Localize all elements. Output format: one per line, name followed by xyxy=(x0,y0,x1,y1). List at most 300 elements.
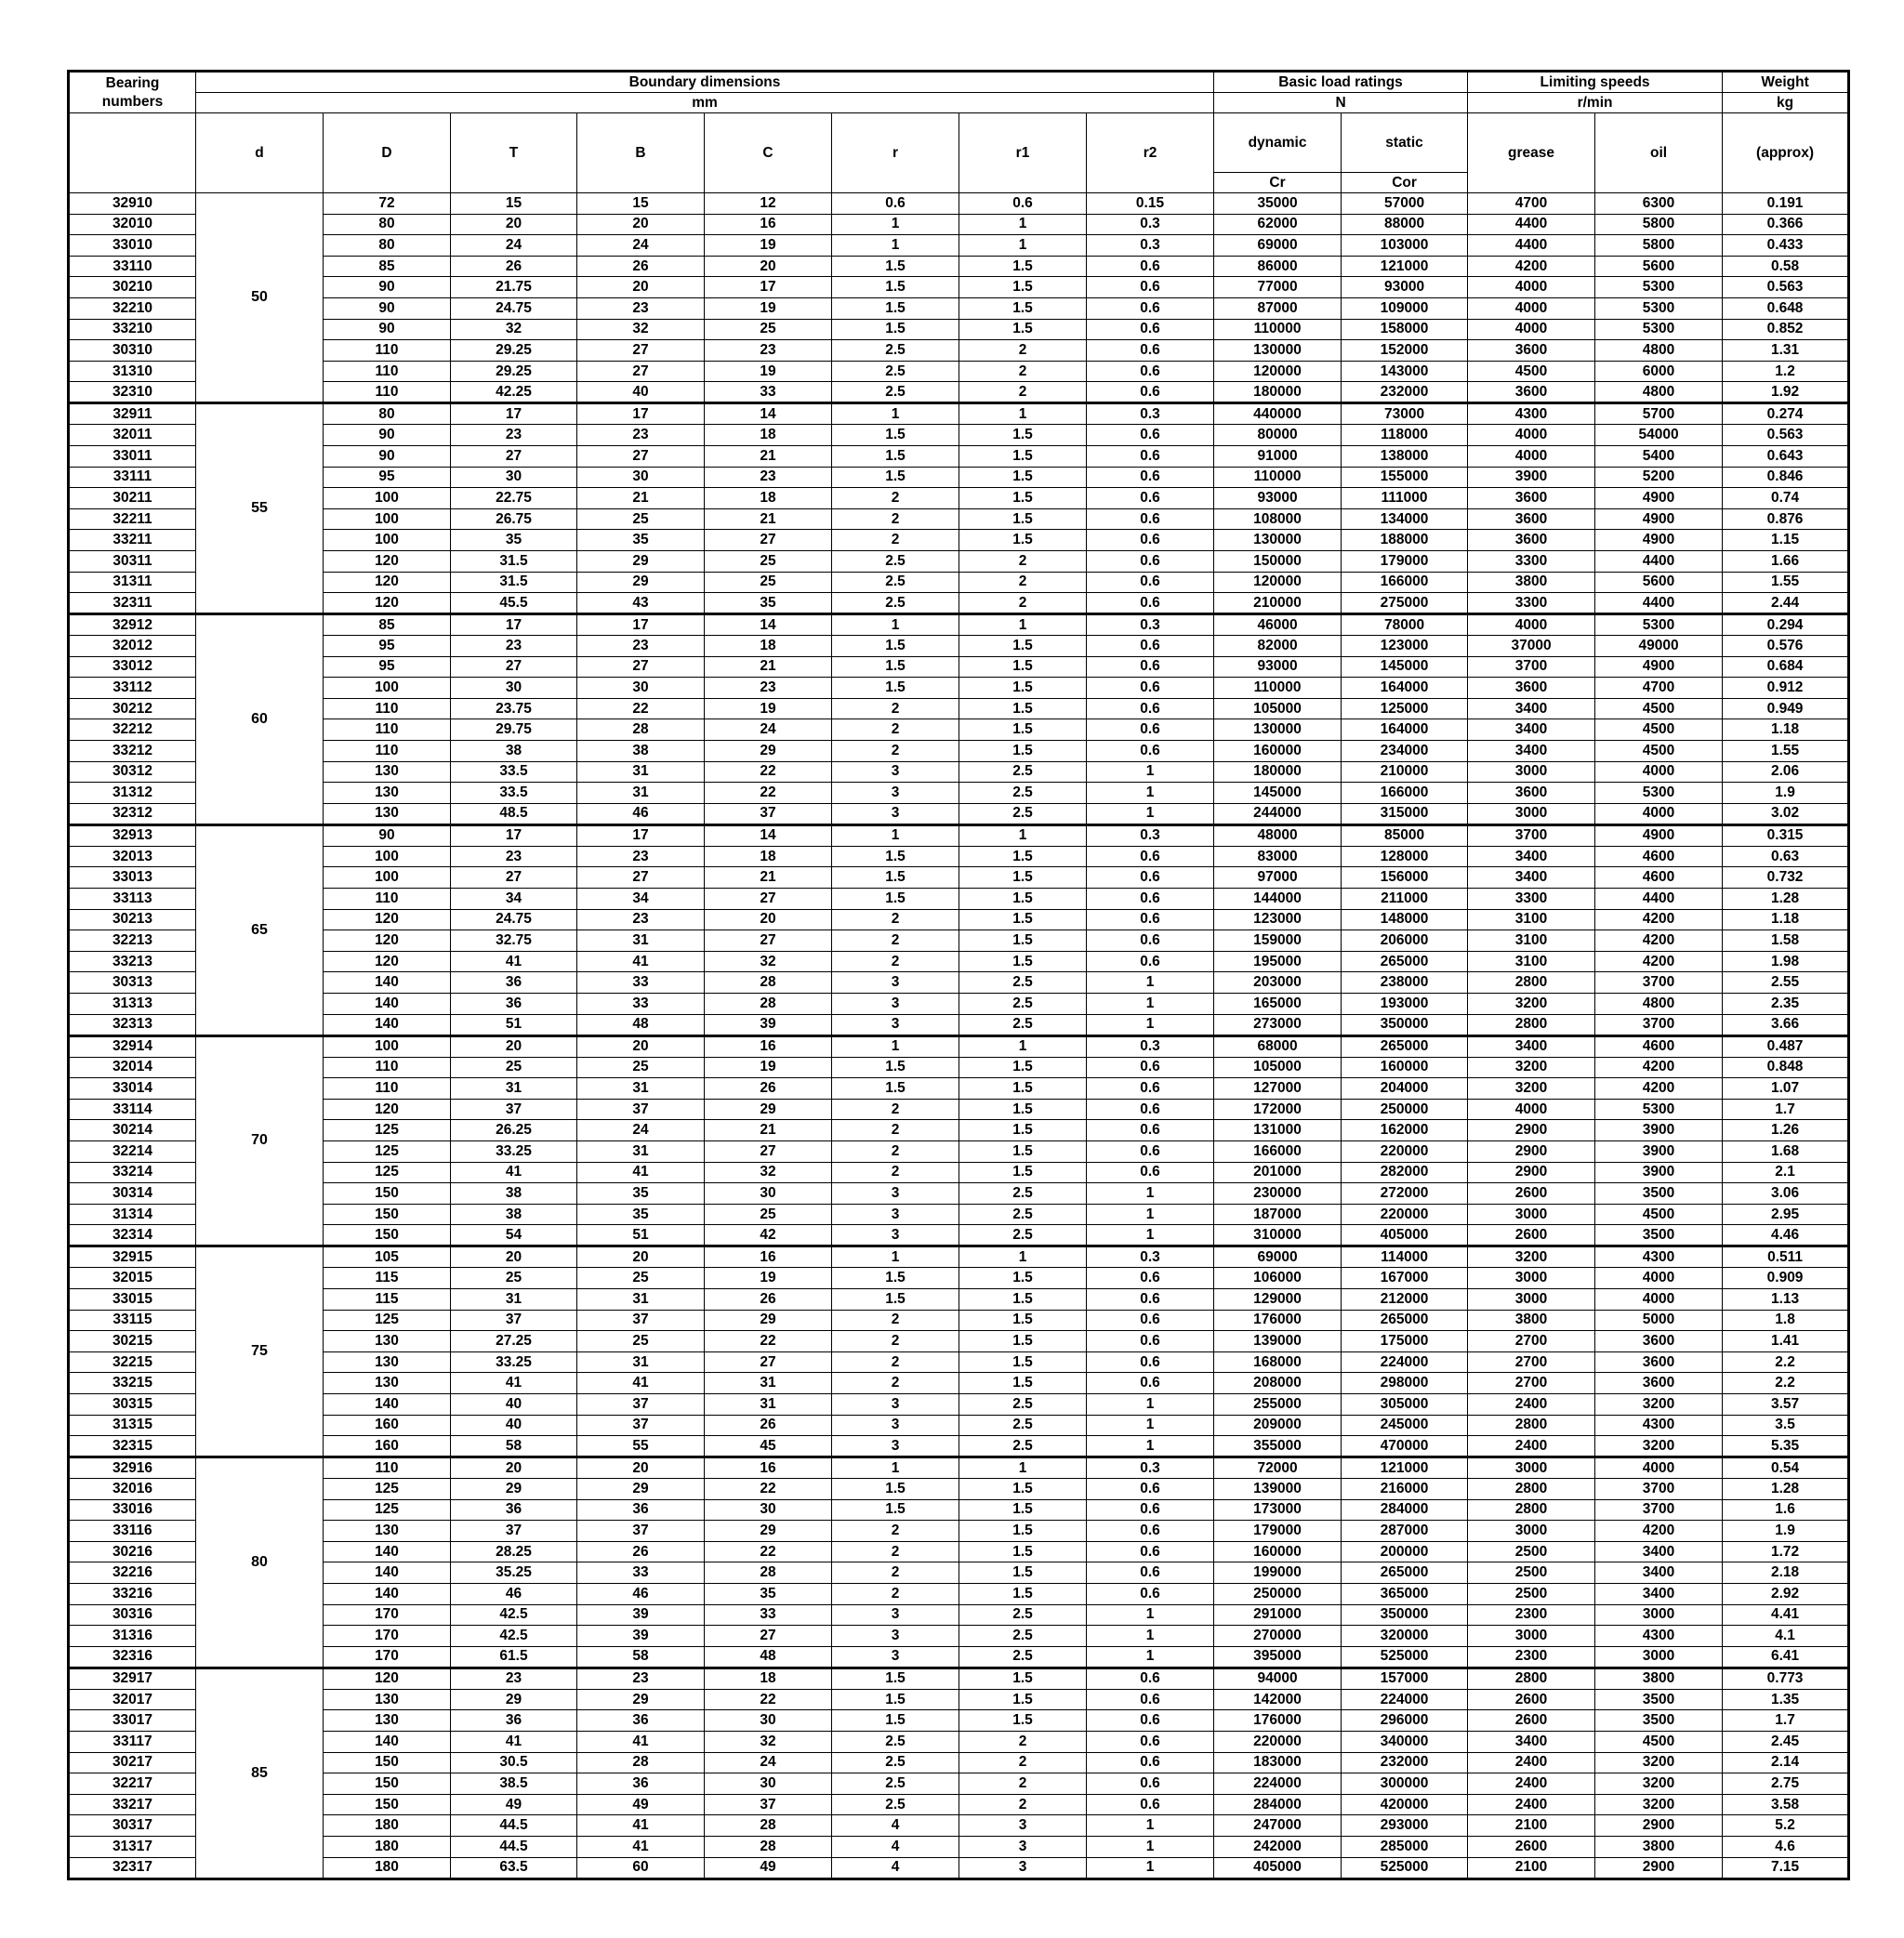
cell-r1: 3 xyxy=(959,1837,1087,1858)
cell-dynamic-cr: 172000 xyxy=(1214,1099,1342,1120)
cell-weight: 1.72 xyxy=(1723,1541,1849,1562)
cell-bearing-number: 30316 xyxy=(69,1604,196,1626)
cell-r1: 2 xyxy=(959,361,1087,382)
cell-grease-speed: 37000 xyxy=(1468,636,1595,657)
cell-r: 2 xyxy=(832,488,959,509)
cell-B: 17 xyxy=(577,824,705,846)
cell-oil-speed: 4800 xyxy=(1595,340,1723,362)
cell-T: 37 xyxy=(451,1310,577,1331)
cell-C: 19 xyxy=(705,361,832,382)
cell-C: 17 xyxy=(705,277,832,298)
cell-r1: 1 xyxy=(959,1035,1087,1057)
cell-bearing-number: 33013 xyxy=(69,867,196,889)
cell-grease-speed: 2600 xyxy=(1468,1183,1595,1205)
cell-bearing-number: 31310 xyxy=(69,361,196,382)
cell-r1: 2.5 xyxy=(959,972,1087,994)
col-r1-header: r1 xyxy=(959,113,1087,193)
cell-D: 140 xyxy=(324,1732,451,1753)
cell-static-cor: 470000 xyxy=(1342,1436,1468,1457)
basic-load-ratings-header: Basic load ratings xyxy=(1214,72,1468,93)
table-row xyxy=(69,1204,1849,1225)
cell-r: 2 xyxy=(832,930,959,952)
cell-static-cor: 315000 xyxy=(1342,803,1468,824)
cell-r: 1.5 xyxy=(832,277,959,298)
cell-static-cor: 158000 xyxy=(1342,319,1468,340)
cell-weight: 0.315 xyxy=(1723,824,1849,846)
col-C-header: C xyxy=(705,113,832,193)
cell-r: 2.5 xyxy=(832,340,959,362)
table-row xyxy=(69,867,1849,889)
cell-r1: 1.5 xyxy=(959,1521,1087,1542)
cell-dynamic-cr: 83000 xyxy=(1214,846,1342,867)
cell-T: 17 xyxy=(451,614,577,636)
cell-grease-speed: 4400 xyxy=(1468,214,1595,235)
cell-r: 1.5 xyxy=(832,889,959,910)
cell-B: 17 xyxy=(577,403,705,425)
cell-oil-speed: 3600 xyxy=(1595,1373,1723,1394)
cell-C: 28 xyxy=(705,1837,832,1858)
cell-r2: 0.6 xyxy=(1087,488,1214,509)
cell-bearing-number: 33113 xyxy=(69,889,196,910)
cell-r2: 0.6 xyxy=(1087,1562,1214,1584)
cell-T: 30.5 xyxy=(451,1752,577,1773)
table-row xyxy=(69,361,1849,382)
cell-oil-speed: 5800 xyxy=(1595,235,1723,257)
cell-C: 28 xyxy=(705,972,832,994)
cell-dynamic-cr: 244000 xyxy=(1214,803,1342,824)
cell-B: 20 xyxy=(577,1457,705,1479)
cell-C: 18 xyxy=(705,425,832,446)
cell-dynamic-cr: 130000 xyxy=(1214,530,1342,551)
cell-r2: 0.3 xyxy=(1087,235,1214,257)
cell-D: 150 xyxy=(324,1752,451,1773)
cell-r: 2 xyxy=(832,1584,959,1605)
table-row xyxy=(69,719,1849,741)
cell-bearing-number: 32917 xyxy=(69,1668,196,1689)
cell-r2: 1 xyxy=(1087,783,1214,804)
cell-T: 48.5 xyxy=(451,803,577,824)
table-row xyxy=(69,698,1849,719)
cell-r1: 1.5 xyxy=(959,1099,1087,1120)
cell-T: 31 xyxy=(451,1288,577,1310)
cell-r: 4 xyxy=(832,1857,959,1879)
cell-D: 105 xyxy=(324,1246,451,1268)
cell-T: 29.25 xyxy=(451,340,577,362)
cell-bearing-number: 30213 xyxy=(69,909,196,930)
cell-bearing-number: 33216 xyxy=(69,1584,196,1605)
cell-dynamic-cr: 160000 xyxy=(1214,741,1342,762)
cell-grease-speed: 3300 xyxy=(1468,889,1595,910)
cell-oil-speed: 5600 xyxy=(1595,256,1723,277)
cell-r2: 0.6 xyxy=(1087,382,1214,403)
cell-bearing-number: 31315 xyxy=(69,1415,196,1436)
cell-dynamic-cr: 80000 xyxy=(1214,425,1342,446)
cell-r2: 1 xyxy=(1087,1815,1214,1837)
cell-r: 2.5 xyxy=(832,1794,959,1815)
cell-C: 30 xyxy=(705,1499,832,1521)
cell-B: 39 xyxy=(577,1626,705,1647)
cell-static-cor: 282000 xyxy=(1342,1162,1468,1183)
cell-D: 90 xyxy=(324,297,451,319)
cell-r: 2 xyxy=(832,508,959,530)
cell-C: 22 xyxy=(705,1541,832,1562)
cell-B: 25 xyxy=(577,1268,705,1289)
cell-C: 26 xyxy=(705,1415,832,1436)
cell-r1: 1.5 xyxy=(959,1373,1087,1394)
cell-oil-speed: 49000 xyxy=(1595,636,1723,657)
cell-dynamic-cr: 208000 xyxy=(1214,1373,1342,1394)
cell-bearing-number: 32210 xyxy=(69,297,196,319)
cell-grease-speed: 3400 xyxy=(1468,719,1595,741)
cell-C: 23 xyxy=(705,340,832,362)
cell-r: 2 xyxy=(832,719,959,741)
cell-D: 180 xyxy=(324,1857,451,1879)
cell-D: 80 xyxy=(324,403,451,425)
cell-C: 19 xyxy=(705,1057,832,1078)
cell-T: 32.75 xyxy=(451,930,577,952)
cell-r2: 1 xyxy=(1087,1646,1214,1668)
cell-weight: 1.55 xyxy=(1723,572,1849,593)
cell-dynamic-cr: 220000 xyxy=(1214,1732,1342,1753)
cell-C: 12 xyxy=(705,193,832,215)
cell-dynamic-cr: 180000 xyxy=(1214,761,1342,783)
cell-bearing-number: 30215 xyxy=(69,1331,196,1352)
cell-r1: 2 xyxy=(959,1752,1087,1773)
cell-static-cor: 160000 xyxy=(1342,1057,1468,1078)
cell-D: 110 xyxy=(324,889,451,910)
cell-oil-speed: 4600 xyxy=(1595,846,1723,867)
cell-weight: 3.57 xyxy=(1723,1393,1849,1415)
cell-weight: 0.433 xyxy=(1723,235,1849,257)
cell-oil-speed: 4600 xyxy=(1595,1035,1723,1057)
cell-r: 1 xyxy=(832,1246,959,1268)
cell-D: 130 xyxy=(324,1331,451,1352)
cell-grease-speed: 2700 xyxy=(1468,1373,1595,1394)
cell-r1: 2 xyxy=(959,593,1087,614)
cell-static-cor: 125000 xyxy=(1342,698,1468,719)
cell-T: 20 xyxy=(451,214,577,235)
cell-B: 36 xyxy=(577,1499,705,1521)
cell-bore-d: 65 xyxy=(196,824,324,1035)
cell-C: 18 xyxy=(705,636,832,657)
cell-dynamic-cr: 108000 xyxy=(1214,508,1342,530)
cell-oil-speed: 4000 xyxy=(1595,1288,1723,1310)
cell-D: 130 xyxy=(324,783,451,804)
cell-C: 37 xyxy=(705,1794,832,1815)
col-d-header: d xyxy=(196,113,324,193)
cell-static-cor: 166000 xyxy=(1342,783,1468,804)
cell-B: 20 xyxy=(577,277,705,298)
cell-D: 90 xyxy=(324,277,451,298)
cell-bearing-number: 30310 xyxy=(69,340,196,362)
cell-B: 29 xyxy=(577,1689,705,1710)
cell-r1: 1.5 xyxy=(959,1120,1087,1141)
cell-T: 37 xyxy=(451,1521,577,1542)
cell-T: 17 xyxy=(451,403,577,425)
cell-r1: 1.5 xyxy=(959,1710,1087,1732)
cell-dynamic-cr: 77000 xyxy=(1214,277,1342,298)
cell-oil-speed: 5400 xyxy=(1595,445,1723,467)
cell-static-cor: 212000 xyxy=(1342,1288,1468,1310)
cell-B: 23 xyxy=(577,909,705,930)
cell-static-cor: 405000 xyxy=(1342,1225,1468,1246)
cell-oil-speed: 6300 xyxy=(1595,193,1723,215)
cell-C: 29 xyxy=(705,1099,832,1120)
cell-static-cor: 164000 xyxy=(1342,678,1468,699)
cell-C: 24 xyxy=(705,719,832,741)
cell-bearing-number: 32312 xyxy=(69,803,196,824)
cell-grease-speed: 2600 xyxy=(1468,1689,1595,1710)
cell-r: 1 xyxy=(832,235,959,257)
cell-D: 90 xyxy=(324,445,451,467)
cell-weight: 1.7 xyxy=(1723,1710,1849,1732)
cell-r1: 1.5 xyxy=(959,719,1087,741)
cell-r: 1.5 xyxy=(832,1499,959,1521)
cell-C: 21 xyxy=(705,1120,832,1141)
cell-r2: 0.6 xyxy=(1087,1521,1214,1542)
cell-T: 36 xyxy=(451,972,577,994)
cell-r: 2.5 xyxy=(832,1732,959,1753)
cell-r: 2 xyxy=(832,1351,959,1373)
cell-static-cor: 224000 xyxy=(1342,1689,1468,1710)
cell-T: 40 xyxy=(451,1415,577,1436)
cell-static-cor: 298000 xyxy=(1342,1373,1468,1394)
cell-D: 140 xyxy=(324,1541,451,1562)
cell-weight: 2.35 xyxy=(1723,994,1849,1015)
cell-dynamic-cr: 130000 xyxy=(1214,340,1342,362)
cell-bearing-number: 33110 xyxy=(69,256,196,277)
cell-grease-speed: 3100 xyxy=(1468,930,1595,952)
cell-D: 100 xyxy=(324,508,451,530)
cell-r: 3 xyxy=(832,994,959,1015)
cell-bearing-number: 33217 xyxy=(69,1794,196,1815)
cell-r1: 1.5 xyxy=(959,1689,1087,1710)
cell-B: 17 xyxy=(577,614,705,636)
cell-T: 27 xyxy=(451,656,577,678)
cell-weight: 0.684 xyxy=(1723,656,1849,678)
cell-dynamic-cr: 87000 xyxy=(1214,297,1342,319)
cell-bearing-number: 30317 xyxy=(69,1815,196,1837)
cell-r: 2 xyxy=(832,1310,959,1331)
cell-r2: 1 xyxy=(1087,1604,1214,1626)
table-row xyxy=(69,593,1849,614)
cell-dynamic-cr: 209000 xyxy=(1214,1415,1342,1436)
cell-C: 25 xyxy=(705,1204,832,1225)
col-B-header: B xyxy=(577,113,705,193)
cell-r1: 1.5 xyxy=(959,1499,1087,1521)
cell-D: 140 xyxy=(324,1393,451,1415)
cell-T: 38 xyxy=(451,741,577,762)
cell-r: 2.5 xyxy=(832,361,959,382)
cell-r1: 0.6 xyxy=(959,193,1087,215)
col-D-header: D xyxy=(324,113,451,193)
cell-oil-speed: 4900 xyxy=(1595,656,1723,678)
cell-bearing-number: 32014 xyxy=(69,1057,196,1078)
cell-C: 31 xyxy=(705,1393,832,1415)
cell-B: 31 xyxy=(577,1140,705,1162)
cell-C: 16 xyxy=(705,1035,832,1057)
cell-dynamic-cr: 183000 xyxy=(1214,1752,1342,1773)
table-row xyxy=(69,1794,1849,1815)
cell-dynamic-cr: 123000 xyxy=(1214,909,1342,930)
cell-dynamic-cr: 160000 xyxy=(1214,1541,1342,1562)
cell-D: 85 xyxy=(324,256,451,277)
cell-r: 2.5 xyxy=(832,382,959,403)
cell-D: 100 xyxy=(324,488,451,509)
cell-grease-speed: 2800 xyxy=(1468,1499,1595,1521)
cell-bearing-number: 33014 xyxy=(69,1078,196,1100)
cell-dynamic-cr: 166000 xyxy=(1214,1140,1342,1162)
cell-static-cor: 123000 xyxy=(1342,636,1468,657)
cell-weight: 1.2 xyxy=(1723,361,1849,382)
cell-weight: 2.44 xyxy=(1723,593,1849,614)
cell-oil-speed: 5200 xyxy=(1595,467,1723,488)
cell-r1: 2.5 xyxy=(959,783,1087,804)
cell-C: 14 xyxy=(705,403,832,425)
cell-bearing-number: 32017 xyxy=(69,1689,196,1710)
cell-weight: 0.912 xyxy=(1723,678,1849,699)
cell-B: 25 xyxy=(577,508,705,530)
cell-weight: 0.909 xyxy=(1723,1268,1849,1289)
cell-dynamic-cr: 168000 xyxy=(1214,1351,1342,1373)
cell-r2: 1 xyxy=(1087,994,1214,1015)
cell-dynamic-cr: 35000 xyxy=(1214,193,1342,215)
cell-r2: 1 xyxy=(1087,761,1214,783)
cell-D: 140 xyxy=(324,1584,451,1605)
cell-D: 95 xyxy=(324,656,451,678)
cell-B: 31 xyxy=(577,1288,705,1310)
cell-T: 20 xyxy=(451,1246,577,1268)
cell-oil-speed: 4900 xyxy=(1595,508,1723,530)
cell-r2: 0.6 xyxy=(1087,1268,1214,1289)
cell-D: 130 xyxy=(324,1351,451,1373)
cell-dynamic-cr: 72000 xyxy=(1214,1457,1342,1479)
cell-r2: 0.6 xyxy=(1087,1710,1214,1732)
cell-r1: 2.5 xyxy=(959,1204,1087,1225)
cell-grease-speed: 2800 xyxy=(1468,1668,1595,1689)
cell-r1: 1.5 xyxy=(959,277,1087,298)
cell-T: 38 xyxy=(451,1204,577,1225)
cell-r2: 0.6 xyxy=(1087,741,1214,762)
cell-r1: 2 xyxy=(959,382,1087,403)
cell-grease-speed: 2800 xyxy=(1468,1415,1595,1436)
cell-oil-speed: 5600 xyxy=(1595,572,1723,593)
cell-bearing-number: 33210 xyxy=(69,319,196,340)
table-row xyxy=(69,340,1849,362)
cell-static-cor: 188000 xyxy=(1342,530,1468,551)
cell-grease-speed: 3400 xyxy=(1468,1732,1595,1753)
cell-r1: 1.5 xyxy=(959,1668,1087,1689)
cell-oil-speed: 3000 xyxy=(1595,1604,1723,1626)
table-row xyxy=(69,1078,1849,1100)
cell-B: 15 xyxy=(577,193,705,215)
cell-weight: 1.9 xyxy=(1723,1521,1849,1542)
cell-grease-speed: 3600 xyxy=(1468,340,1595,362)
cell-oil-speed: 4300 xyxy=(1595,1626,1723,1647)
cell-C: 22 xyxy=(705,1479,832,1500)
cell-r2: 0.6 xyxy=(1087,530,1214,551)
cell-r: 1.5 xyxy=(832,445,959,467)
cell-weight: 0.648 xyxy=(1723,297,1849,319)
cell-r2: 0.6 xyxy=(1087,1099,1214,1120)
table-row xyxy=(69,783,1849,804)
cell-oil-speed: 3700 xyxy=(1595,1479,1723,1500)
cell-oil-speed: 4900 xyxy=(1595,530,1723,551)
cell-static-cor: 206000 xyxy=(1342,930,1468,952)
cell-B: 30 xyxy=(577,467,705,488)
cell-grease-speed: 3600 xyxy=(1468,382,1595,403)
table-row xyxy=(69,972,1849,994)
cell-static-cor: 109000 xyxy=(1342,297,1468,319)
cell-r1: 2 xyxy=(959,340,1087,362)
cell-bearing-number: 33017 xyxy=(69,1710,196,1732)
table-row xyxy=(69,1246,1849,1268)
cell-weight: 0.576 xyxy=(1723,636,1849,657)
cell-B: 41 xyxy=(577,1373,705,1394)
cell-oil-speed: 3500 xyxy=(1595,1225,1723,1246)
cell-C: 27 xyxy=(705,530,832,551)
cell-r: 3 xyxy=(832,761,959,783)
cell-D: 95 xyxy=(324,467,451,488)
cell-r2: 1 xyxy=(1087,1436,1214,1457)
cell-r2: 1 xyxy=(1087,1837,1214,1858)
cell-D: 160 xyxy=(324,1415,451,1436)
cell-r: 1.5 xyxy=(832,1710,959,1732)
cell-r: 3 xyxy=(832,1014,959,1035)
cell-r1: 1.5 xyxy=(959,1351,1087,1373)
cell-grease-speed: 3400 xyxy=(1468,741,1595,762)
table-row xyxy=(69,1584,1849,1605)
cell-grease-speed: 3000 xyxy=(1468,1288,1595,1310)
cell-grease-speed: 2600 xyxy=(1468,1225,1595,1246)
cell-r2: 0.3 xyxy=(1087,1457,1214,1479)
cell-weight: 1.55 xyxy=(1723,741,1849,762)
cell-T: 33.5 xyxy=(451,761,577,783)
cell-B: 28 xyxy=(577,1752,705,1773)
cell-weight: 0.949 xyxy=(1723,698,1849,719)
cell-C: 29 xyxy=(705,1310,832,1331)
cell-weight: 4.41 xyxy=(1723,1604,1849,1626)
cell-r: 3 xyxy=(832,1626,959,1647)
cor-header: Cor xyxy=(1342,173,1468,193)
cell-T: 35.25 xyxy=(451,1562,577,1584)
cell-bearing-number: 30214 xyxy=(69,1120,196,1141)
cell-weight: 2.75 xyxy=(1723,1773,1849,1795)
cell-r2: 0.6 xyxy=(1087,1752,1214,1773)
table-row xyxy=(69,741,1849,762)
cell-static-cor: 111000 xyxy=(1342,488,1468,509)
cell-weight: 1.13 xyxy=(1723,1288,1849,1310)
cell-dynamic-cr: 94000 xyxy=(1214,1668,1342,1689)
cell-oil-speed: 3500 xyxy=(1595,1710,1723,1732)
cell-bearing-number: 30210 xyxy=(69,277,196,298)
cell-oil-speed: 4500 xyxy=(1595,698,1723,719)
cell-oil-speed: 5300 xyxy=(1595,614,1723,636)
cell-grease-speed: 2400 xyxy=(1468,1393,1595,1415)
cell-dynamic-cr: 273000 xyxy=(1214,1014,1342,1035)
table-row xyxy=(69,678,1849,699)
table-row xyxy=(69,1479,1849,1500)
cell-D: 150 xyxy=(324,1183,451,1205)
cell-r: 1.5 xyxy=(832,1268,959,1289)
cell-grease-speed: 3600 xyxy=(1468,530,1595,551)
cell-C: 19 xyxy=(705,698,832,719)
cell-C: 19 xyxy=(705,235,832,257)
cell-C: 14 xyxy=(705,824,832,846)
cell-dynamic-cr: 93000 xyxy=(1214,656,1342,678)
cell-T: 38.5 xyxy=(451,1773,577,1795)
cell-grease-speed: 3200 xyxy=(1468,1246,1595,1268)
